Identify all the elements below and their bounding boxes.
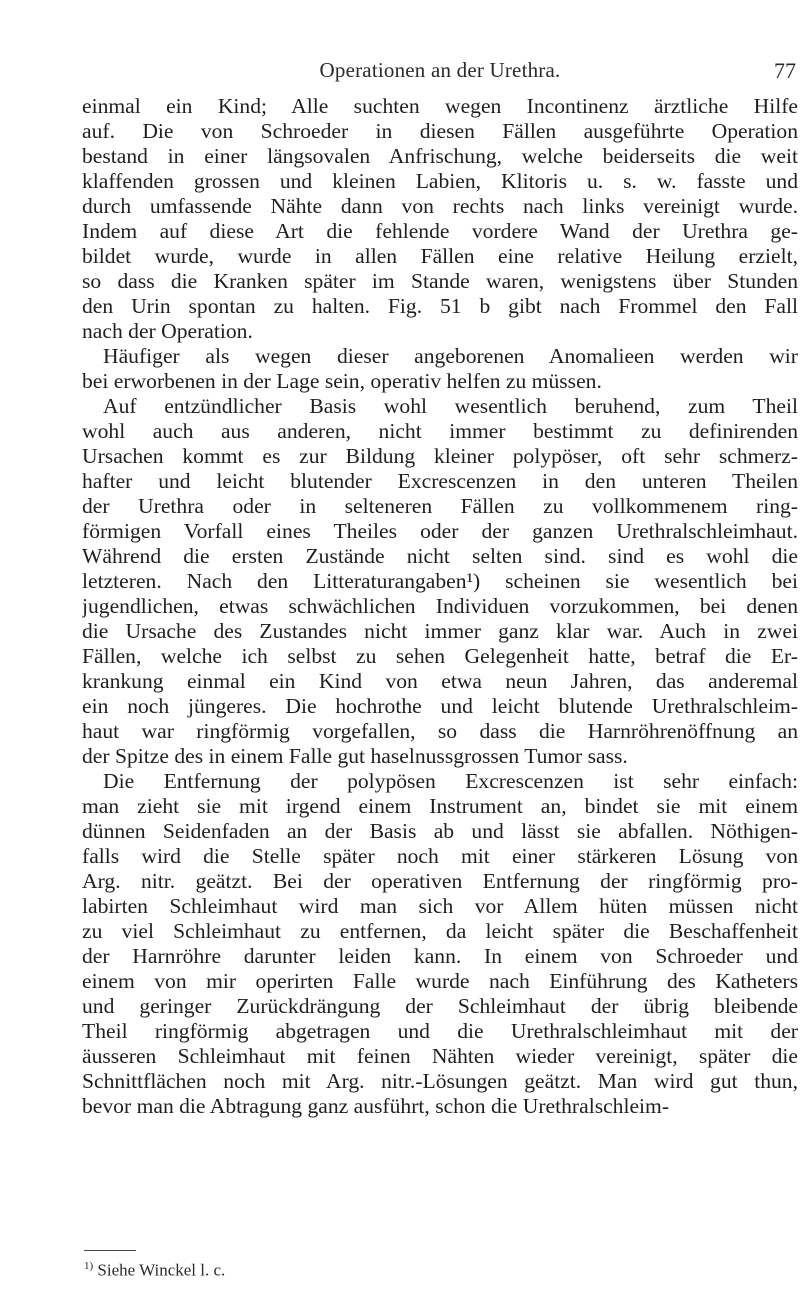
text-line: bei erworbenen in der Lage sein, operativ helfen zu müssen. [82,369,602,393]
text-line: ein noch jüngeres. Die hochrothe und leicht blutende Urethralschleim- [82,694,798,718]
body-text [82,94,798,1119]
text-line: bildet wurde, wurde in allen Fällen eine relative Heilung erzielt, [82,244,798,268]
footnote-text: Siehe Winckel l. c. [97,1260,226,1280]
text-line: einem von mir operirten Falle wurde nach Einführung des Katheters [82,969,798,993]
text-line: nach der Operation. [82,319,253,343]
text-line: die Ursache des Zustandes nicht immer ganz klar war. Auch in zwei [82,619,798,643]
text-line: Theil ringförmig abgetragen und die Urethralschleimhaut mit der [82,1019,798,1043]
footnote-marker: 1) [84,1260,94,1272]
text-line: den Urin spontan zu halten. Fig. 51 b gibt nach Frommel den Fall [82,294,798,318]
text-line: Fällen, welche ich selbst zu sehen Gelegenheit hatte, betraf die Er- [82,644,798,668]
text-line: Schnittflächen noch mit Arg. nitr.-Lösungen geätzt. Man wird gut thun, [82,1069,798,1093]
text-line: der Spitze des in einem Falle gut haselnussgrossen Tumor sass. [82,744,628,768]
text-line: einmal ein Kind; Alle suchten wegen Incontinenz ärztliche Hilfe [82,94,798,118]
text-line: haut war ringförmig vorgefallen, so dass die Harnröhrenöffnung an [82,719,798,743]
text-line: zu viel Schleimhaut zu entfernen, da leicht später die Beschaffenheit [82,919,798,943]
text-line: Indem auf diese Art die fehlende vordere Wand der Urethra ge- [82,219,798,243]
footnote [84,1260,225,1281]
text-line: klaffenden grossen und kleinen Labien, Klitoris u. s. w. fasste und [82,169,798,193]
text-line: Häufiger als wegen dieser angeborenen Anomalieen werden wir [103,344,798,368]
text-line: auf. Die von Schroeder in diesen Fällen ausgeführte Operation [82,119,798,143]
text-line: Während die ersten Zustände nicht selten sind. sind es wohl die [82,544,798,568]
running-head [82,58,798,88]
text-line: dünnen Seidenfaden an der Basis ab und lässt sie abfallen. Nöthigen- [82,819,798,843]
text-line: durch umfassende Nähte dann von rechts nach links vereinigt wurde. [82,194,798,218]
text-line: der Urethra oder in selteneren Fällen zu vollkommenem ring- [82,494,798,518]
text-line: Arg. nitr. geätzt. Bei der operativen Entfernung der ringförmig pro- [82,869,798,893]
text-line: bestand in einer längsovalen Anfrischung, welche beiderseits die weit [82,144,798,168]
text-line: man zieht sie mit irgend einem Instrument an, bindet sie mit einem [82,794,798,818]
text-line: so dass die Kranken später im Stande waren, wenigstens über Stunden [82,269,798,293]
text-line: wohl auch aus anderen, nicht immer bestimmt zu definirenden [82,419,798,443]
text-line: letzteren. Nach den Litteraturangaben¹) scheinen sie wesentlich bei [82,569,798,593]
text-line: bevor man die Abtragung ganz ausführt, schon die Urethralschleim- [82,1094,670,1118]
footnote-rule [84,1250,136,1251]
text-line: Ursachen kommt es zur Bildung kleiner polypöser, oft sehr schmerz- [82,444,798,468]
text-line: hafter und leicht blutender Excrescenzen in den unteren Theilen [82,469,798,493]
running-title: Operationen an der Urethra. [319,58,561,82]
page-number: 77 [774,58,796,83]
text-line: krankung einmal ein Kind von etwa neun Jahren, das anderemal [82,669,798,693]
text-line: falls wird die Stelle später noch mit einer stärkeren Lösung von [82,844,798,868]
text-line: und geringer Zurückdrängung der Schleimhaut der übrig bleibende [82,994,798,1018]
text-line: förmigen Vorfall eines Theiles oder der ganzen Urethralschleimhaut. [82,519,798,543]
text-line: jugendlichen, etwas schwächlichen Individuen vorzukommen, bei denen [82,594,798,618]
text-line: Auf entzündlicher Basis wohl wesentlich beruhend, zum Theil [103,394,798,418]
text-line: Die Entfernung der polypösen Excrescenzen ist sehr einfach: [103,769,798,793]
text-line: der Harnröhre darunter leiden kann. In einem von Schroeder und [82,944,798,968]
text-line: äusseren Schleimhaut mit feinen Nähten wieder vereinigt, später die [82,1044,798,1068]
text-line: labirten Schleimhaut wird man sich vor Allem hüten müssen nicht [82,894,798,918]
